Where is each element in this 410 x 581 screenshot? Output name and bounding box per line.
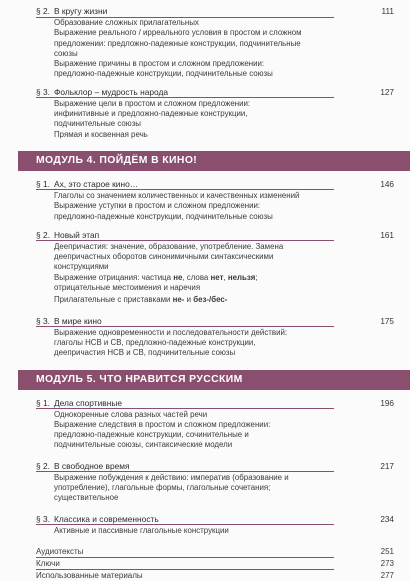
section-rule (36, 97, 334, 98)
section-item: Выражение побуждения к действию: императив (образование и употребление), глагольные формы, глагольные сочетания; существительное (54, 473, 304, 504)
section-title: В кругу жизни (54, 6, 107, 17)
section-item: Прямая и косвенная речь (54, 130, 304, 140)
section-item: Выражение реального / ирреального условия в простом и сложном предложении: предложно-падежные конструкции, подчинительные союзы (54, 28, 304, 59)
section-rule (36, 189, 334, 190)
section-number: § 3. (36, 87, 50, 98)
toc-section (0, 514, 410, 536)
section-page: 217 (380, 462, 394, 473)
module-banner (18, 151, 410, 171)
section-page: 196 (380, 399, 394, 410)
back-matter-label: Использованные материалы (36, 570, 143, 581)
section-number: § 2. (36, 230, 50, 241)
section-page: 146 (380, 180, 394, 191)
section-title: В мире кино (54, 316, 102, 327)
section-item: Выражение следствия в простом и сложном предложении: предложно-падежные конструкции, сочинительные и подчинительные союзы, синтаксические модели (54, 420, 304, 451)
section-item: Глаголы со значением количественных и качественных изменений (54, 191, 304, 201)
back-matter-row (36, 570, 394, 581)
section-rule (36, 471, 334, 472)
section-title: Ах, это старое кино… (54, 179, 138, 190)
back-matter-label: Ключи (36, 558, 60, 569)
back-matter-page: 251 (381, 546, 394, 557)
section-item: Однокоренные слова разных частей речи (54, 410, 304, 420)
section-item: Выражение отрицания: частица не, слова нет, нельзя; отрицательные местоимения и наречия (54, 273, 304, 294)
section-rule (36, 408, 334, 409)
section-item: Образование сложных прилагательных (54, 18, 304, 28)
toc-section (0, 316, 410, 359)
back-matter-row (36, 546, 394, 557)
section-page: 161 (380, 231, 394, 242)
back-matter-row (36, 558, 394, 569)
section-item: Выражение цели в простом и сложном предложении: инфинитивные и предложно-падежные конструкции, подчинительные союзы (54, 99, 304, 130)
section-title: Фольклор – мудрость народа (54, 87, 168, 98)
section-page: 175 (380, 317, 394, 328)
section-title: В свободное время (54, 461, 130, 472)
section-rule (36, 240, 334, 241)
section-page: 111 (382, 7, 394, 18)
back-matter (0, 546, 410, 581)
section-title: Дела спортивные (54, 398, 122, 409)
toc-section (0, 230, 410, 306)
toc-section (0, 461, 410, 504)
back-matter-page: 277 (381, 570, 394, 581)
module-title: МОДУЛЬ 5. ЧТО НРАВИТСЯ РУССКИМ (36, 374, 243, 385)
section-item: Выражение причины в простом и сложном предложении: предложно-падежные конструкции, подчинительные союзы (54, 59, 304, 80)
section-page: 234 (380, 515, 394, 526)
toc-top (0, 0, 410, 140)
section-number: § 3. (36, 514, 50, 525)
section-number: § 1. (36, 179, 50, 190)
back-matter-label: Аудиотексты (36, 546, 83, 557)
section-item: Прилагательные с приставками не- и без-/бес- (54, 295, 304, 305)
module-banner (18, 370, 410, 390)
section-rule (36, 17, 334, 18)
section-number: § 2. (36, 461, 50, 472)
module-title: МОДУЛЬ 4. ПОЙДЁМ В КИНО! (36, 155, 197, 166)
section-number: § 3. (36, 316, 50, 327)
section-number: § 2. (36, 6, 50, 17)
section-item: Активные и пассивные глагольные конструкции (54, 526, 304, 536)
back-matter-page: 273 (381, 558, 394, 569)
toc-section (0, 87, 410, 140)
section-title: Классика и современность (54, 514, 159, 525)
section-title: Новый этап (54, 230, 99, 241)
section-rule (36, 326, 334, 327)
toc-section (0, 179, 410, 222)
section-number: § 1. (36, 398, 50, 409)
toc-section (0, 6, 410, 80)
section-rule (36, 524, 334, 525)
section-item: Деепричастия: значение, образование, употребление. Замена деепричастных оборотов синонимичными синтаксическими конструкциями (54, 242, 304, 273)
toc-section (0, 398, 410, 451)
section-item: Выражение уступки в простом и сложном предложении: предложно-падежные конструкции, подчинительные союзы (54, 201, 304, 222)
section-page: 127 (380, 88, 394, 99)
section-item: Выражение одновременности и последовательности действий: глаголы НСВ и СВ, предложно-падежные конструкции, деепричастия НСВ и СВ, подчинительные союзы (54, 328, 304, 359)
